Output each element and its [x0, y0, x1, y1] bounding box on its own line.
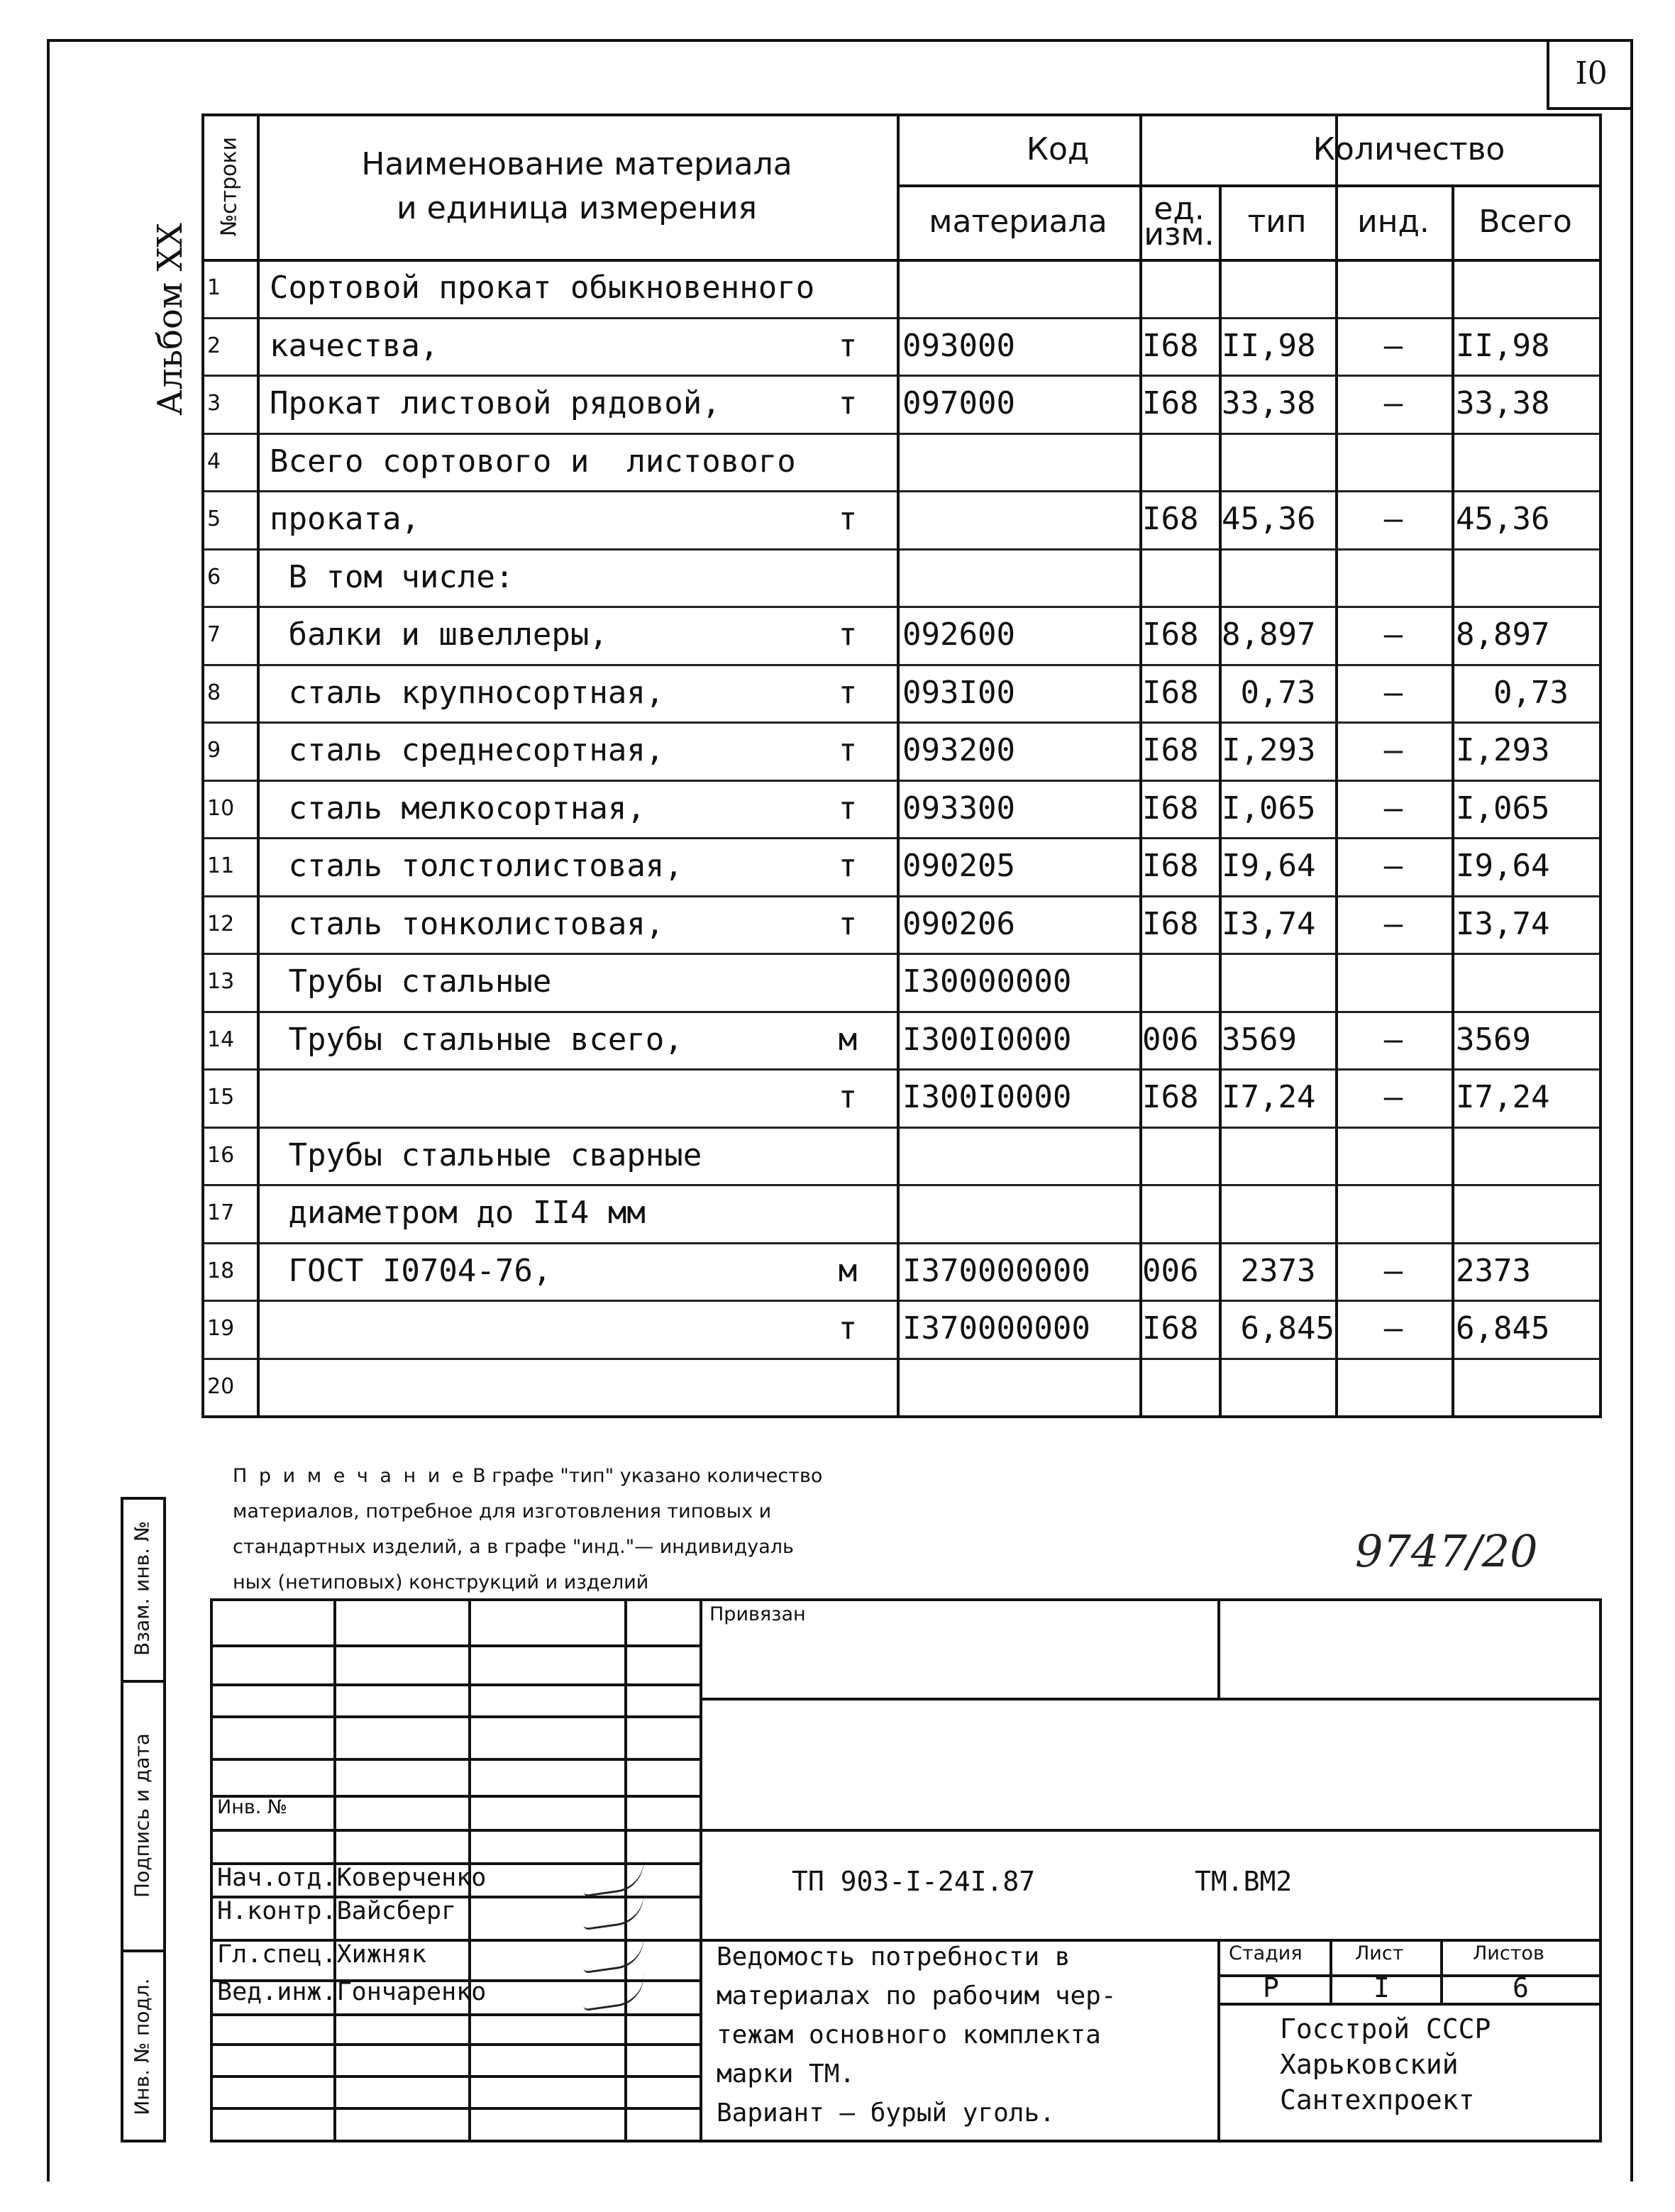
tb-right-line	[700, 1829, 1602, 1832]
qty-typ	[1222, 1127, 1335, 1185]
material-name: Всего сортового и листового	[270, 443, 796, 480]
tb-row-line	[210, 1644, 700, 1647]
row-number: 12	[207, 911, 235, 936]
tb-privyazan-right	[1217, 1598, 1220, 1698]
inv-no-label: Инв. №	[217, 1796, 288, 1818]
qty-typ: 0,73	[1222, 674, 1316, 711]
title-block	[210, 1598, 1599, 2142]
material-code: I300I0000	[902, 1021, 1072, 1058]
qty-ind: –	[1383, 905, 1403, 942]
tb-row-line	[210, 1715, 700, 1718]
qty-typ: 8,897	[1222, 616, 1316, 653]
unit-code	[1142, 259, 1219, 317]
unit-letter: м	[838, 1021, 858, 1058]
tb-row-line	[210, 1829, 700, 1832]
row-number: 4	[207, 448, 221, 474]
header-typ: тип	[1247, 204, 1307, 240]
qty-typ: I7,24	[1222, 1079, 1316, 1116]
tb-left	[210, 1598, 213, 2142]
qty-total	[1456, 1127, 1598, 1185]
unit-letter: т	[838, 616, 858, 653]
privyazan-label: Привязан	[709, 1603, 806, 1625]
unit-code: I68	[1142, 674, 1199, 711]
materials-table	[201, 114, 1599, 1447]
row-number: 20	[207, 1373, 235, 1399]
row-number: 16	[207, 1142, 235, 1168]
qty-typ	[1222, 1358, 1335, 1416]
qty-ind: –	[1383, 790, 1403, 826]
material-code	[902, 1127, 1137, 1185]
qty-total: I,065	[1456, 790, 1550, 826]
tb-row-line	[210, 2075, 700, 2078]
qty-typ: 6,845	[1222, 1310, 1334, 1347]
qty-typ	[1222, 259, 1335, 317]
unit-letter	[809, 259, 887, 317]
material-code	[902, 1358, 1137, 1416]
unit-code	[1142, 953, 1219, 1011]
tb-bottom	[210, 2140, 1602, 2142]
stage-label: Стадия	[1229, 1942, 1303, 1964]
qty-typ: 2373	[1222, 1252, 1316, 1289]
header-name: Наименование материала и единица измерения	[361, 145, 792, 226]
note-line4: ных (нетиповых) конструкций и изделий	[233, 1571, 649, 1593]
tb-row-line	[210, 2043, 700, 2046]
document-title-line: Ведомость потребности в	[717, 1942, 1071, 1972]
row-number: 19	[207, 1316, 235, 1342]
unit-code	[1142, 548, 1219, 607]
material-code: 090205	[902, 848, 1015, 885]
material-code: 093000	[902, 327, 1015, 364]
document-title-line: тежам основного комплекта	[717, 2020, 1101, 2050]
page-number: I0	[1547, 39, 1633, 110]
album-label: Альбом XX	[150, 223, 190, 416]
row-number: 14	[207, 1027, 235, 1052]
unit-letter: т	[838, 732, 858, 769]
qty-typ: I,293	[1222, 732, 1316, 769]
unit-letter: т	[838, 327, 858, 364]
row-number: 10	[207, 795, 235, 821]
signatory: Н.контр.Вайсберг	[217, 1897, 457, 1925]
material-name: проката,	[270, 501, 420, 538]
document-title-line: материалах по рабочим чер-	[717, 1981, 1117, 2011]
qty-total: I3,74	[1456, 905, 1550, 942]
material-name: сталь толстолистовая,	[270, 848, 683, 885]
note-line2: материалов, потребное для изготовления типовых и	[233, 1500, 772, 1522]
qty-ind: –	[1383, 327, 1403, 364]
row-number: 11	[207, 853, 235, 879]
note	[233, 1459, 1155, 1600]
signatory: Вед.инж.Гончаренко	[217, 1978, 487, 2006]
material-code: 090206	[902, 905, 1015, 942]
row-number: 2	[207, 333, 221, 358]
unit-letter	[809, 548, 887, 607]
unit-letter: т	[838, 501, 858, 538]
tb-mid	[700, 1598, 702, 2142]
qty-typ	[1222, 953, 1335, 1011]
material-code	[902, 1184, 1137, 1242]
column-line	[897, 114, 900, 1415]
note-line3: стандартных изделий, а в графе "инд."— индивидуаль	[233, 1536, 794, 1558]
qty-ind	[1335, 953, 1452, 1011]
signature-stroke	[580, 1972, 647, 2011]
column-line	[1599, 114, 1602, 1415]
qty-ind	[1335, 1358, 1452, 1416]
material-name: сталь тонколистовая,	[270, 905, 665, 942]
row-number: 17	[207, 1200, 235, 1226]
side-label-inv-podl: Инв. № подл.	[130, 1978, 154, 2116]
unit-code: 006	[1142, 1252, 1199, 1289]
unit-letter: т	[838, 385, 858, 422]
note-lead: П р и м е ч а н и е	[233, 1465, 467, 1487]
qty-ind: –	[1383, 1079, 1403, 1116]
qty-total	[1456, 259, 1598, 317]
drawing-mark: ТМ.ВМ2	[1195, 1866, 1293, 1897]
unit-letter: т	[838, 790, 858, 826]
tb-stage-col	[1330, 1939, 1332, 2003]
qty-total: I7,24	[1456, 1079, 1550, 1116]
material-name: балки и швеллеры,	[270, 616, 608, 653]
qty-typ: 3569	[1222, 1021, 1297, 1058]
qty-ind: –	[1383, 732, 1403, 769]
header-rownum: №строки	[216, 136, 242, 236]
unit-letter: т	[838, 674, 858, 711]
unit-letter: м	[838, 1252, 858, 1289]
header-ind: инд.	[1357, 204, 1430, 240]
unit-code: 006	[1142, 1021, 1199, 1058]
qty-total	[1456, 548, 1598, 607]
material-name: В том числе:	[270, 558, 514, 595]
qty-total	[1456, 1358, 1598, 1416]
material-name	[270, 1068, 809, 1127]
qty-typ: I9,64	[1222, 848, 1316, 885]
unit-code: I68	[1142, 1079, 1199, 1116]
material-name	[270, 1300, 809, 1358]
row-number: 3	[207, 391, 221, 416]
row-number: 18	[207, 1258, 235, 1283]
note-line1: В графе "тип" указано количество	[466, 1465, 823, 1487]
qty-total: 45,36	[1456, 501, 1550, 538]
column-line	[201, 114, 204, 1415]
unit-letter: т	[838, 905, 858, 942]
column-line	[1452, 184, 1454, 1415]
sheets-label: Листов	[1473, 1942, 1544, 1964]
signatory: Нач.отд.Коверченко	[217, 1864, 487, 1892]
material-name: качества,	[270, 327, 439, 364]
tb-stage-col	[1440, 1939, 1443, 2003]
qty-total: 33,38	[1456, 385, 1550, 422]
material-name: сталь мелкосортная,	[270, 790, 646, 826]
column-line	[257, 114, 260, 1415]
qty-total: 6,845	[1456, 1310, 1550, 1347]
qty-ind: –	[1383, 674, 1403, 711]
qty-ind	[1335, 1127, 1452, 1185]
tb-right-line	[700, 1939, 1602, 1942]
material-code	[902, 433, 1137, 491]
qty-ind: –	[1383, 848, 1403, 885]
document-title-line: Вариант – бурый уголь.	[717, 2098, 1055, 2128]
unit-letter: т	[838, 1310, 858, 1347]
tb-row-line	[210, 2013, 700, 2016]
qty-ind: –	[1383, 616, 1403, 653]
unit-code: I68	[1142, 501, 1199, 538]
header-code: Код	[1026, 131, 1090, 167]
sheet-label: Лист	[1355, 1942, 1404, 1964]
material-name: Прокат листовой рядовой,	[270, 385, 721, 422]
sheets-value: 6	[1513, 1972, 1529, 2003]
unit-letter: т	[838, 1079, 858, 1116]
material-code: 093300	[902, 790, 1015, 826]
organization-line: Сантехпроект	[1280, 2084, 1475, 2116]
qty-ind: –	[1383, 385, 1403, 422]
qty-typ	[1222, 1184, 1335, 1242]
qty-typ: I,065	[1222, 790, 1316, 826]
unit-code: I68	[1142, 327, 1199, 364]
unit-letter	[809, 1127, 887, 1185]
unit-code: I68	[1142, 385, 1199, 422]
qty-typ	[1222, 433, 1335, 491]
qty-total: I9,64	[1456, 848, 1550, 885]
unit-letter	[809, 433, 887, 491]
qty-ind: –	[1383, 1310, 1403, 1347]
header-unit: ед. изм.	[1144, 190, 1215, 253]
tb-row-line	[210, 1683, 700, 1686]
material-name: ГОСТ I0704-76,	[270, 1252, 552, 1289]
unit-code: I68	[1142, 848, 1199, 885]
unit-code: I68	[1142, 616, 1199, 653]
organization-line: Госстрой СССР	[1280, 2013, 1491, 2045]
qty-ind	[1335, 259, 1452, 317]
qty-ind	[1335, 433, 1452, 491]
header-quantity: Количество	[1312, 131, 1505, 167]
qty-total	[1456, 953, 1598, 1011]
material-code: I370000000	[902, 1310, 1090, 1347]
material-code: I370000000	[902, 1252, 1090, 1289]
sheet-value: I	[1373, 1972, 1390, 2003]
row-number: 5	[207, 507, 221, 532]
unit-code	[1142, 1127, 1219, 1185]
material-code	[902, 259, 1137, 317]
tb-row-line	[210, 2107, 700, 2110]
stage-value: Р	[1263, 1972, 1279, 2003]
row-number: 9	[207, 738, 221, 763]
qty-typ	[1222, 548, 1335, 607]
material-name: Трубы стальные	[270, 963, 552, 1000]
qty-ind	[1335, 1184, 1452, 1242]
material-code: 093I00	[902, 674, 1015, 711]
side-label-vzam: Взам. инв. №	[130, 1520, 154, 1657]
unit-letter	[809, 1358, 887, 1416]
unit-code	[1142, 1358, 1219, 1416]
qty-ind: –	[1383, 501, 1403, 538]
qty-total: 3569	[1456, 1021, 1531, 1058]
drawing-designation: ТП 903-I-24I.87	[792, 1866, 1036, 1897]
qty-total: 2373	[1456, 1252, 1531, 1289]
qty-total	[1456, 1184, 1598, 1242]
qty-total	[1456, 433, 1598, 491]
material-name: сталь среднесортная,	[270, 732, 665, 769]
row-number: 7	[207, 622, 221, 648]
material-code: I30000000	[902, 963, 1072, 1000]
unit-code: I68	[1142, 790, 1199, 826]
header-total: Всего	[1478, 204, 1572, 240]
row-number: 6	[207, 564, 221, 590]
material-code: I300I0000	[902, 1079, 1072, 1116]
material-code	[902, 548, 1137, 607]
qty-typ: 33,38	[1222, 385, 1316, 422]
qty-typ: 45,36	[1222, 501, 1316, 538]
tb-right-line	[700, 1698, 1602, 1701]
qty-total: II,98	[1456, 327, 1550, 364]
material-name: сталь крупносортная,	[270, 674, 665, 711]
material-code: 093200	[902, 732, 1015, 769]
signatory: Гл.спец.Хижняк	[217, 1940, 427, 1969]
material-code: 092600	[902, 616, 1015, 653]
header-material: материала	[929, 204, 1107, 240]
material-name	[270, 1358, 809, 1416]
material-code	[902, 490, 1137, 548]
document-title-line: марки ТМ.	[717, 2059, 856, 2089]
material-name: диаметром до II4 мм	[270, 1195, 646, 1232]
row-number: 13	[207, 969, 235, 995]
qty-typ: II,98	[1222, 327, 1316, 364]
side-label-podpis: Подпись и дата	[130, 1733, 154, 1898]
handwritten-number: 9747/20	[1355, 1525, 1538, 1577]
organization-line: Харьковский	[1280, 2049, 1459, 2080]
material-code: 097000	[902, 385, 1015, 422]
material-name: Сортовой прокат обыкновенного	[270, 270, 815, 306]
row-number: 1	[207, 275, 221, 301]
unit-code: I68	[1142, 732, 1199, 769]
unit-code	[1142, 1184, 1219, 1242]
qty-total: I,293	[1456, 732, 1550, 769]
qty-ind: –	[1383, 1021, 1403, 1058]
qty-ind: –	[1383, 1252, 1403, 1289]
tb-top	[210, 1598, 1602, 1601]
tb-right	[1599, 1598, 1602, 2142]
unit-letter	[809, 953, 887, 1011]
qty-typ: I3,74	[1222, 905, 1316, 942]
unit-letter	[809, 1184, 887, 1242]
row-number: 8	[207, 680, 221, 705]
table-bottom-border	[201, 1415, 1602, 1418]
row-number: 15	[207, 1085, 235, 1110]
tb-info-left	[1217, 1939, 1220, 2140]
material-name: Трубы стальные сварные	[270, 1137, 702, 1173]
qty-ind	[1335, 548, 1452, 607]
qty-total: 8,897	[1456, 616, 1550, 653]
tb-row-line	[210, 1758, 700, 1761]
qty-total: 0,73	[1456, 674, 1569, 711]
material-name: Трубы стальные всего,	[270, 1021, 683, 1058]
unit-letter: т	[838, 848, 858, 885]
unit-code: I68	[1142, 905, 1199, 942]
unit-code	[1142, 433, 1219, 491]
unit-code: I68	[1142, 1310, 1199, 1347]
